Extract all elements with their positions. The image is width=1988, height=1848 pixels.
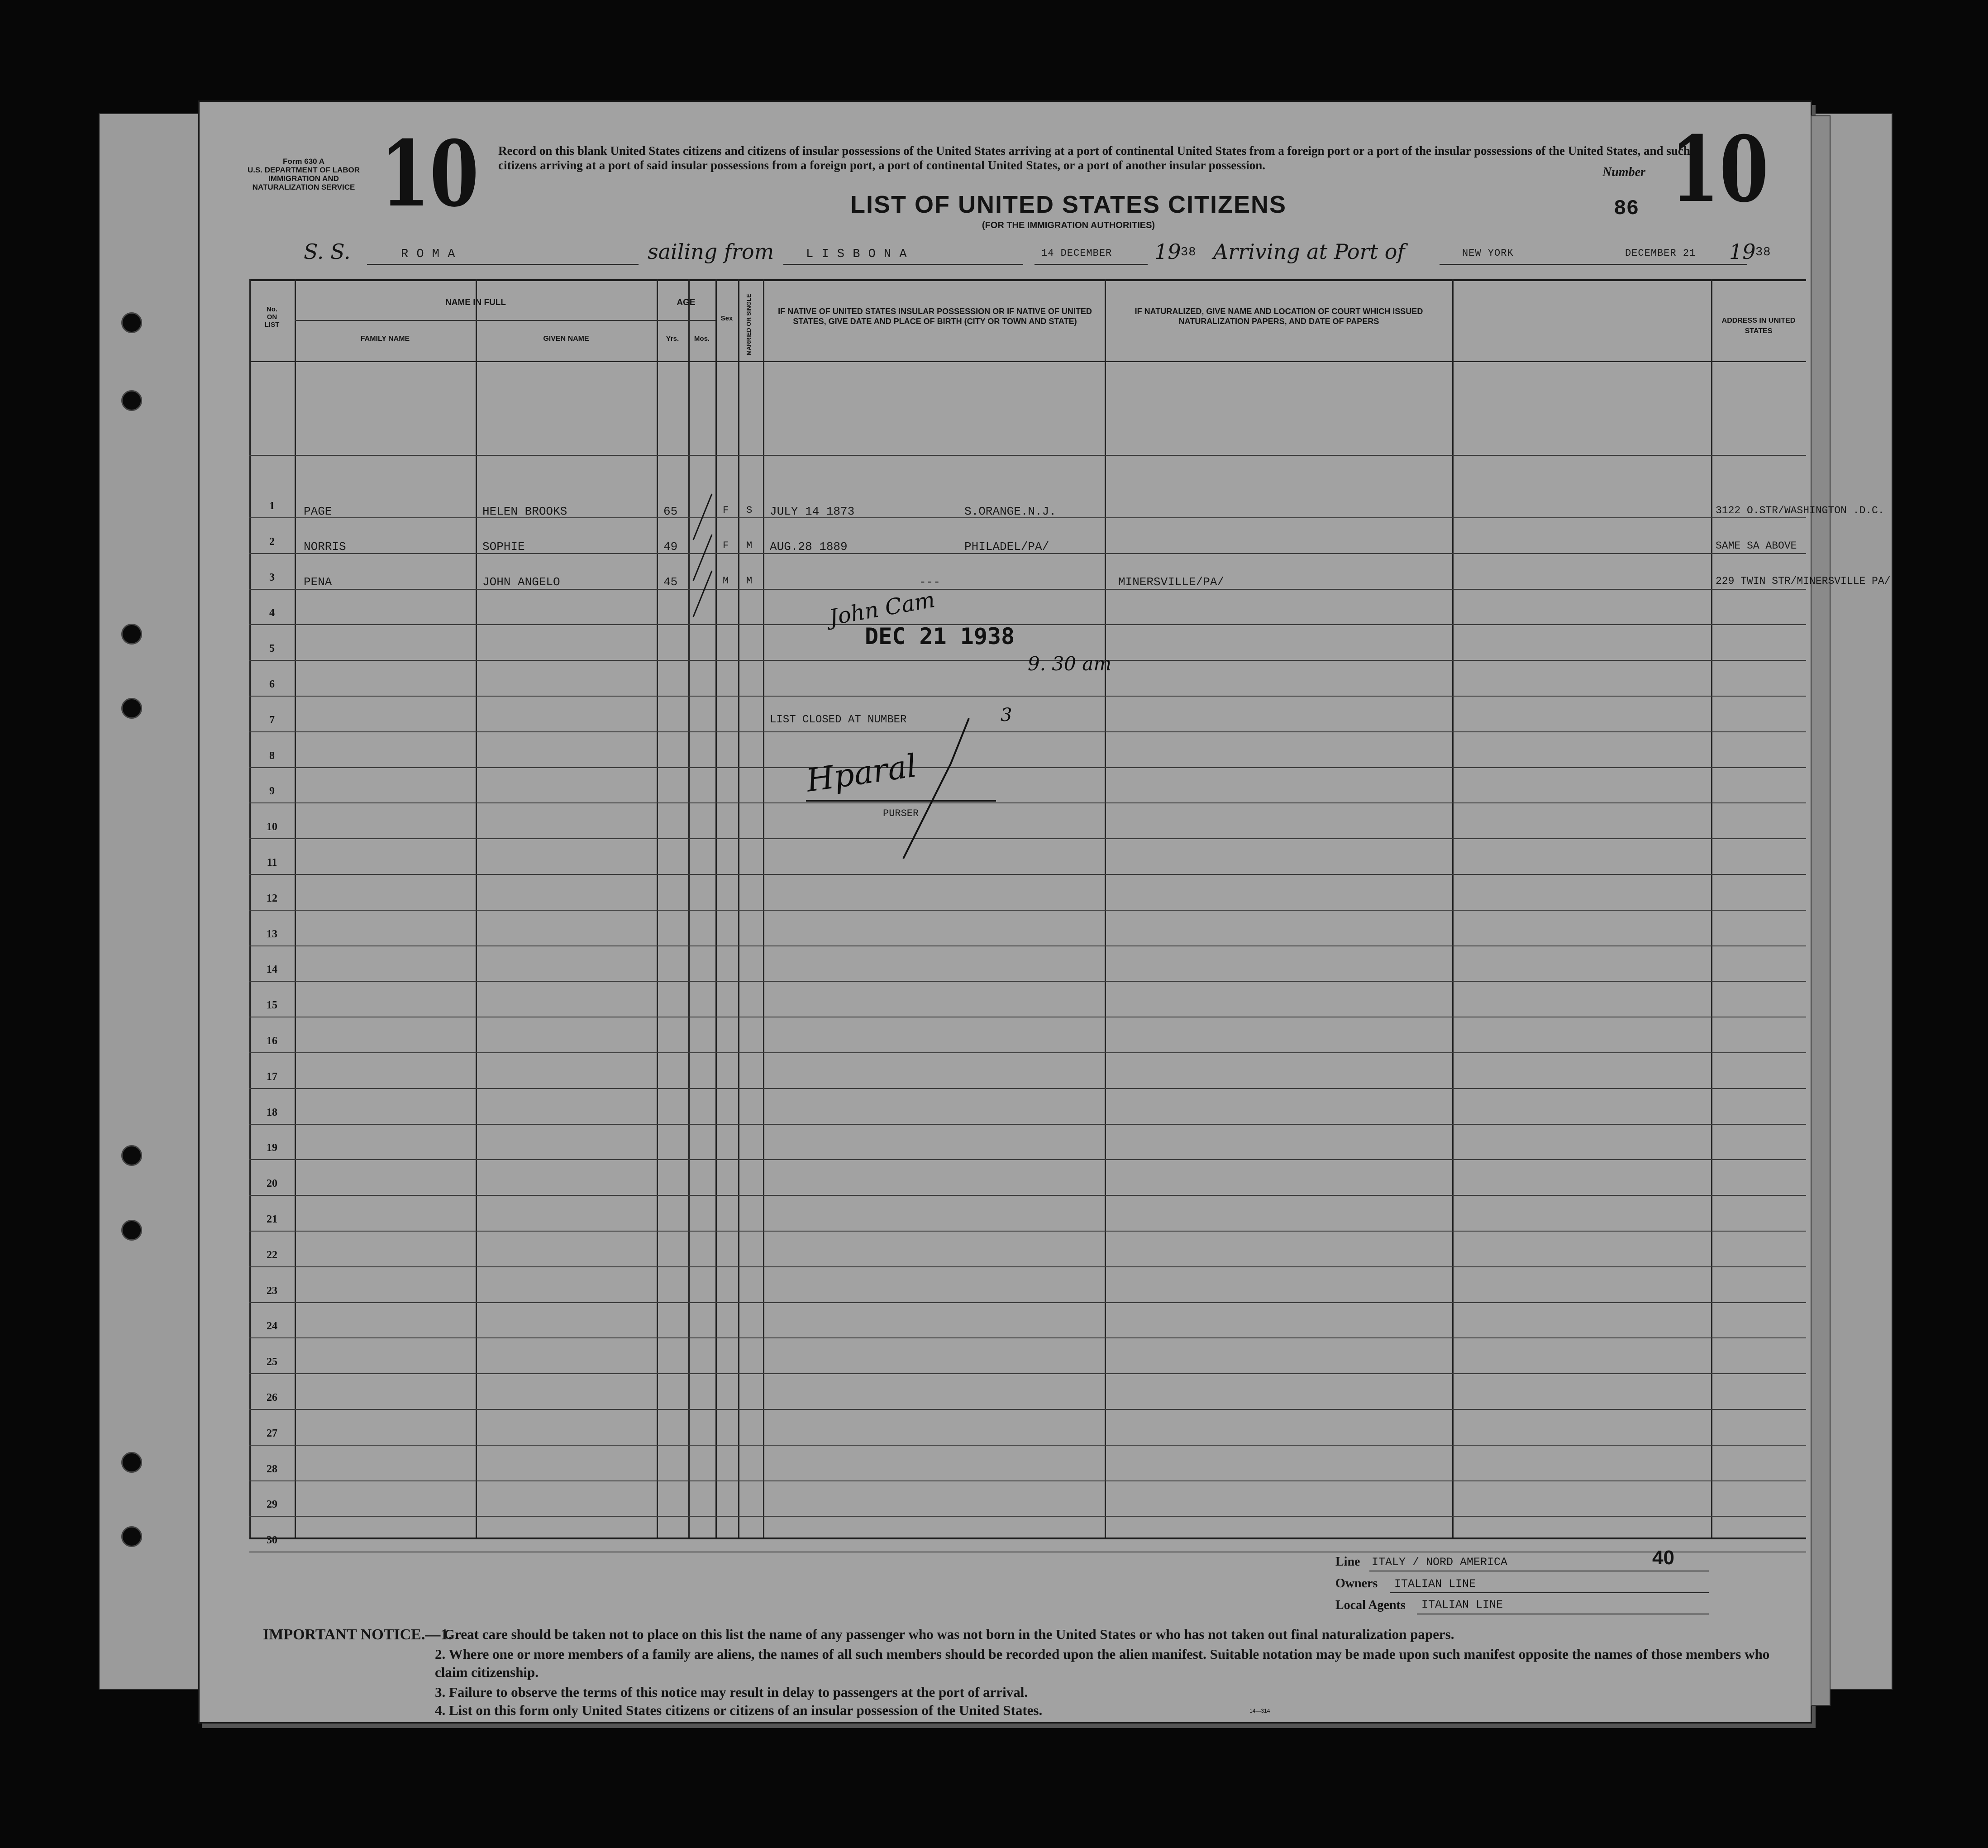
line-value: ITALY / NORD AMERICA xyxy=(1372,1556,1508,1569)
row-rule xyxy=(249,696,1806,697)
col-divider xyxy=(295,279,296,1538)
from-port: L I S B O N A xyxy=(806,248,907,261)
row-rule xyxy=(249,1516,1806,1517)
col-divider xyxy=(688,279,690,1538)
punch-hole xyxy=(121,624,142,645)
owners-label: Owners xyxy=(1335,1576,1378,1590)
row-rule xyxy=(249,910,1806,911)
birth-place: S.ORANGE.N.J. xyxy=(964,505,1056,518)
purser-signature: Hparal xyxy=(804,747,919,799)
row-number: 6 xyxy=(269,678,275,690)
row-rule xyxy=(249,838,1806,839)
birth-date: AUG.28 1889 xyxy=(770,540,848,554)
row-number: 18 xyxy=(267,1106,277,1118)
row-number: 2 xyxy=(269,535,275,548)
marital-status: S xyxy=(746,505,753,516)
col-header-given: GIVEN NAME xyxy=(543,335,589,343)
row-number: 11 xyxy=(267,857,277,869)
row-rule xyxy=(249,1373,1806,1374)
us-address: 3122 O.STR/WASHINGTON .D.C. xyxy=(1716,505,1884,516)
row-rule xyxy=(249,1302,1806,1303)
col-divider xyxy=(763,279,764,1538)
row-number: 9 xyxy=(269,785,275,797)
notice-item-4: 4. List on this form only United States citizens or citizens of an insular possession of the United States. xyxy=(435,1702,1043,1718)
col-divider xyxy=(249,279,251,1538)
birth-date: JULY 14 1873 xyxy=(770,505,855,518)
number-label: Number xyxy=(1602,165,1645,179)
punch-hole xyxy=(121,1452,142,1473)
us-address: SAME SA ABOVE xyxy=(1716,540,1797,552)
row-number: 24 xyxy=(267,1320,277,1332)
notice-item-3: 3. Failure to observe the terms of this notice may result in delay to passengers at the port of arrival. xyxy=(435,1684,1028,1700)
arriving-label: Arriving at Port of xyxy=(1213,239,1405,264)
marital-status: M xyxy=(746,575,753,587)
col-divider xyxy=(715,279,717,1538)
row-rule xyxy=(249,731,1806,732)
col-header-mos: Mos. xyxy=(694,335,710,343)
row-number: 27 xyxy=(267,1427,277,1439)
row-number: 28 xyxy=(267,1463,277,1475)
arrival-date: DECEMBER 21 xyxy=(1625,248,1696,259)
row-number: 25 xyxy=(267,1356,277,1368)
arrival-underline xyxy=(1440,264,1747,265)
row-number: 17 xyxy=(267,1070,277,1083)
punch-hole xyxy=(121,1220,142,1241)
form-identifier: Form 630 A U.S. DEPARTMENT OF LABOR IMMIGRATION AND NATURALIZATION SERVICE xyxy=(247,157,360,191)
age-years: 65 xyxy=(663,505,678,518)
row-rule xyxy=(249,1231,1806,1232)
row-rule xyxy=(249,981,1806,982)
depart-date: 14 DECEMBER xyxy=(1041,248,1112,259)
row-rule xyxy=(249,1088,1806,1089)
punch-hole xyxy=(121,698,142,719)
row-number: 4 xyxy=(269,607,275,619)
row-number: 22 xyxy=(267,1249,277,1261)
purser-label: PURSER xyxy=(883,808,919,819)
year-prefix-2: 19 xyxy=(1729,239,1756,264)
row-rule xyxy=(249,455,1806,456)
family-name: NORRIS xyxy=(304,540,346,554)
arrival-port: NEW YORK xyxy=(1462,248,1514,259)
row-rule xyxy=(249,1052,1806,1053)
line-label: Line xyxy=(1335,1555,1360,1569)
sex: M xyxy=(723,575,729,587)
signature-flourish xyxy=(860,714,978,863)
row-rule xyxy=(249,802,1806,803)
birth-date: --- xyxy=(919,575,940,589)
year-suffix-1: 38 xyxy=(1181,246,1197,259)
col-divider xyxy=(738,279,739,1538)
table-top-rule xyxy=(249,279,1806,281)
row-number: 7 xyxy=(269,714,275,726)
page-title: LIST OF UNITED STATES CITIZENS xyxy=(850,191,1287,218)
row-rule xyxy=(249,624,1806,625)
col-header-name: NAME IN FULL xyxy=(445,298,506,307)
row-rule xyxy=(249,1480,1806,1481)
row-number: 16 xyxy=(267,1035,277,1047)
row-number: 29 xyxy=(267,1499,277,1511)
col-divider xyxy=(476,279,477,1538)
row-number: 13 xyxy=(267,928,277,940)
row-rule xyxy=(249,1409,1806,1410)
stamp-time: 9. 30 am xyxy=(1028,653,1112,675)
col-header-sex: Sex xyxy=(720,315,733,322)
naturalization-court: MINERSVILLE/PA/ xyxy=(1118,575,1225,589)
family-name: PENA xyxy=(304,575,332,589)
sheet-edge xyxy=(1811,115,1831,1706)
sailing-label: sailing from xyxy=(648,239,774,264)
ship-name: R O M A xyxy=(401,248,456,261)
us-address: 229 TWIN STR/MINERSVILLE PA/ xyxy=(1716,575,1891,587)
col-header-married: MARRIED OR SINGLE xyxy=(745,294,752,355)
year-suffix-2: 38 xyxy=(1755,246,1771,259)
row-rule xyxy=(249,874,1806,875)
col-divider xyxy=(1452,279,1454,1538)
age-years: 45 xyxy=(663,575,678,589)
given-name: HELEN BROOKS xyxy=(482,505,567,518)
col-divider xyxy=(1105,279,1106,1538)
row-number: 23 xyxy=(267,1285,277,1297)
list-closed-label: LIST CLOSED AT NUMBER xyxy=(770,714,907,726)
punch-hole xyxy=(121,1526,142,1547)
row-rule xyxy=(249,1159,1806,1160)
arrival-date-stamp: DEC 21 1938 xyxy=(865,623,1015,649)
row-number: 19 xyxy=(267,1142,277,1154)
col-divider xyxy=(1711,279,1712,1538)
row-rule xyxy=(249,1266,1806,1267)
row-number: 30 xyxy=(267,1534,277,1547)
owners-underline xyxy=(1390,1592,1709,1593)
check-stroke xyxy=(693,570,713,617)
notice-title: IMPORTANT NOTICE.—1. xyxy=(263,1626,452,1643)
notice-item-1: Great care should be taken not to place on this list the name of any passenger who was not born in the United States or who has not taken out final naturalization papers. xyxy=(444,1626,1454,1642)
list-number: 86 xyxy=(1614,197,1639,220)
form-instructions: Record on this blank United States citizens and citizens of insular possessions of the United States arriving at a port of continental United States from a foreign port or a port of the insular possessions of the United States, and such citizens arriving at a port of said insular possessions from a foreign port, a port of continental United States, or a port of another insular possession. xyxy=(498,144,1690,172)
col-header-no: No. ON LIST xyxy=(264,306,280,329)
notice-item-2: 2. Where one or more members of a family are aliens, the names of all such members should be recorded upon the alien manifest. Suitable notation may be made upon such manifest opposite the names of those members who claim citizenship. xyxy=(435,1646,1770,1680)
row-number: 5 xyxy=(269,643,275,655)
age-years: 49 xyxy=(663,540,678,554)
row-number: 12 xyxy=(267,892,277,904)
col-header-address: ADDRESS IN UNITED STATES xyxy=(1721,317,1796,335)
col-header-naturalized: IF NATURALIZED, GIVE NAME AND LOCATION OF COURT WHICH ISSUED NATURALIZATION PAPERS, AND DATE OF PAPERS xyxy=(1135,307,1423,326)
row-rule xyxy=(249,1124,1806,1125)
punch-hole xyxy=(121,390,142,411)
year-prefix-1: 19 xyxy=(1154,239,1181,264)
row-number: 14 xyxy=(267,964,277,976)
row-number: 21 xyxy=(267,1213,277,1225)
owners-value: ITALIAN LINE xyxy=(1394,1577,1476,1590)
col-header-yrs: Yrs. xyxy=(666,335,679,343)
family-name: PAGE xyxy=(304,505,332,518)
row-rule xyxy=(249,1195,1806,1196)
name-subheader-rule xyxy=(295,320,657,321)
agents-value: ITALIAN LINE xyxy=(1421,1598,1503,1611)
row-number: 20 xyxy=(267,1178,277,1190)
row-number: 8 xyxy=(269,750,275,762)
ship-underline xyxy=(367,264,639,265)
closed-at-number: 3 xyxy=(1001,705,1012,726)
col-header-age: AGE xyxy=(677,298,696,307)
page-subtitle: (FOR THE IMMIGRATION AUTHORITIES) xyxy=(982,220,1155,230)
check-stroke xyxy=(693,493,713,540)
corner-number-left: 10 xyxy=(381,121,479,227)
from-underline xyxy=(783,264,1023,265)
row-number: 3 xyxy=(269,571,275,583)
sex: F xyxy=(723,540,729,551)
agents-label: Local Agents xyxy=(1335,1598,1406,1612)
col-divider xyxy=(657,279,658,1538)
form-code: 14—314 xyxy=(1249,1708,1270,1714)
row-rule xyxy=(249,945,1806,946)
col-header-native: IF NATIVE OF UNITED STATES INSULAR POSSESSION OR IF NATIVE OF UNITED STATES, GIVE DATE AND PLACE OF BIRTH (CITY OR TOWN AND STATE) xyxy=(778,307,1092,326)
birth-place: PHILADEL/PA/ xyxy=(964,540,1049,554)
punch-hole xyxy=(121,312,142,333)
manifest-sheet xyxy=(198,100,1891,1724)
row-number: 10 xyxy=(267,821,277,833)
date-underline xyxy=(1035,264,1148,265)
col-header-family: FAMILY NAME xyxy=(360,335,410,343)
row-rule xyxy=(249,767,1806,768)
inspector-signature: John Cam xyxy=(827,587,937,631)
punch-hole xyxy=(121,1145,142,1166)
row-rule xyxy=(249,1337,1806,1338)
corner-number-right: 10 xyxy=(1670,116,1769,223)
row-number: 1 xyxy=(269,500,275,512)
age-subheader-rule xyxy=(657,320,715,321)
table-bottom-rule xyxy=(249,1538,1806,1539)
row-number: 15 xyxy=(267,999,277,1012)
row-number: 26 xyxy=(267,1392,277,1404)
header-bottom-rule xyxy=(249,361,1806,362)
voyage-line xyxy=(200,238,1811,269)
page-mark: 40 xyxy=(1652,1547,1674,1569)
sex: F xyxy=(723,505,729,516)
row-rule xyxy=(249,1445,1806,1446)
given-name: SOPHIE xyxy=(482,540,525,554)
given-name: JOHN ANGELO xyxy=(482,575,560,589)
ss-label: S. S. xyxy=(304,239,351,264)
marital-status: M xyxy=(746,540,753,551)
